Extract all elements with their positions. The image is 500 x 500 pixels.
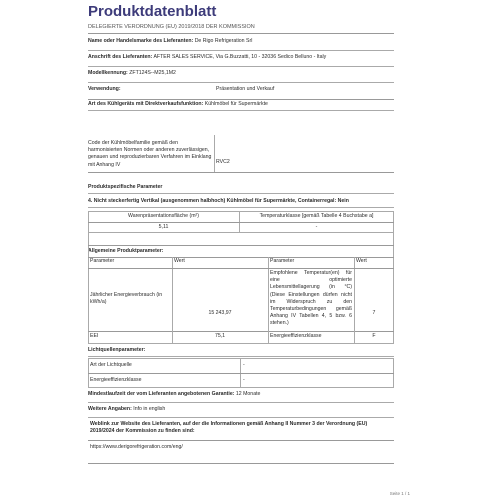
divider bbox=[214, 135, 215, 172]
product-params-heading: Produktspezifische Parameter bbox=[88, 184, 394, 194]
website-text: Weblink zur Website des Lieferanten, auf der die Informationen gemäß Anhang II Nummer 3 der Verordnung (EU) 2019/2024 der Kommission zu finden sind: bbox=[90, 421, 368, 435]
divider bbox=[88, 463, 394, 464]
website-link[interactable]: https://www.derigorefrigeration.com/eng/ bbox=[90, 444, 183, 450]
supplier-address-row bbox=[88, 54, 394, 67]
divider bbox=[88, 257, 394, 258]
family-code-label: Code der Kühlmöbelfamilie gemäß den harmonisierten Normen oder anderen zuverlässigen, genauen und reproduzierbaren Verfahren im Einklang mit Anhang IV bbox=[88, 140, 212, 168]
divider bbox=[88, 331, 394, 332]
light-type-label: Art der Lichtquelle bbox=[90, 362, 132, 368]
usage-value: Präsentation und Verkauf bbox=[216, 86, 275, 92]
supplier-address-value: AFTER SALES SERVICE, Via G.Buzzatti, 10 - 32036 Sedico Belluno - Italy bbox=[153, 54, 327, 60]
supplier-address-label: Anschrift des Lieferanten: bbox=[88, 54, 153, 60]
product-params-subheading: 4. Nicht steckerfertig Vertikal (ausgenommen halbhoch) Kühlmöbel für Supermärkte, Containerregal: Nein bbox=[88, 198, 394, 208]
page-number: Seite 1 / 1 bbox=[389, 491, 410, 496]
usage-label: Verwendung: bbox=[88, 86, 121, 92]
divider bbox=[354, 257, 355, 344]
eei-value: 75,1 bbox=[214, 333, 226, 339]
divider bbox=[88, 222, 394, 223]
display-area-header: Warenpräsentationsfläche (m²) bbox=[127, 213, 200, 219]
param-header-1: Parameter bbox=[90, 258, 115, 264]
family-code-value: RVC2 bbox=[216, 159, 230, 165]
model-row bbox=[88, 70, 394, 83]
divider bbox=[172, 257, 173, 344]
supplier-name-value: De Rigo Refrigeration Srl bbox=[194, 38, 253, 44]
light-source-heading: Lichtquellenparameter: bbox=[88, 347, 394, 357]
model-label: Modellkennung: bbox=[88, 70, 128, 76]
efficiency-class-label: Energieeffizienzklasse bbox=[270, 333, 322, 339]
divider bbox=[88, 373, 394, 374]
light-class-value: - bbox=[243, 377, 245, 383]
efficiency-class-value: F bbox=[372, 333, 376, 339]
temp-class-value: - bbox=[315, 224, 318, 230]
page-title: Produktdatenblatt bbox=[88, 3, 217, 20]
param-header-2: Parameter bbox=[270, 258, 295, 264]
divider bbox=[88, 99, 394, 100]
divider bbox=[88, 440, 394, 441]
appliance-type-value: Kühlmöbel für Supermärkte bbox=[204, 101, 268, 107]
divider bbox=[88, 268, 394, 269]
supplier-name-label: Name oder Handelsmarke des Lieferanten: bbox=[88, 38, 194, 44]
eei-label: EEI bbox=[90, 333, 99, 339]
light-class-label: Energieeffizienzklasse bbox=[90, 377, 142, 383]
temp-class-header: Temperaturklasse [gemäß Tabelle 4 Buchstabe a] bbox=[259, 213, 374, 219]
value-header-1: Wert bbox=[174, 258, 185, 264]
recommended-temp-value: 7 bbox=[372, 310, 376, 316]
divider bbox=[88, 245, 394, 246]
energy-consumption-value: 15 243,97 bbox=[208, 310, 232, 316]
supplier-name-row bbox=[88, 38, 394, 51]
divider bbox=[88, 33, 394, 34]
divider bbox=[268, 257, 269, 344]
further-info-row bbox=[88, 406, 394, 418]
value-header-2: Wert bbox=[356, 258, 367, 264]
display-area-value: 5,11 bbox=[158, 224, 169, 230]
regulation-subtitle: DELEGIERTE VERORDNUNG (EU) 2019/2018 DER KOMMISSION bbox=[88, 24, 255, 30]
warranty-value: 12 Monate bbox=[235, 391, 261, 397]
appliance-type-row bbox=[88, 101, 394, 111]
energy-consumption-label: Jährlicher Energieverbrauch (in kWh/a) bbox=[90, 292, 163, 306]
appliance-type-label: Art des Kühlgeräts mit Direktverkaufsfunktion: bbox=[88, 101, 204, 107]
further-info-value: Info in english bbox=[133, 406, 166, 412]
divider bbox=[88, 172, 394, 173]
warranty-label: Mindestlaufzeit der vom Lieferanten angebotenen Garantie: bbox=[88, 391, 235, 397]
model-value: ZFT124S--M25,1M2 bbox=[129, 70, 176, 76]
general-params-heading: Allgemeine Produktparameter: bbox=[88, 248, 164, 254]
warranty-row bbox=[88, 391, 394, 403]
light-type-value: - bbox=[243, 362, 245, 368]
recommended-temp-label: Empfohlene Temperatur(en) für eine optimierte Lebensmittellagerung (in °C) (Diese Einstellungen dürfen nicht im Widerspruch zu den Temperaturbedingungen gemäß Anhang IV Tabellen 4, 5 bzw. 6 stehen.) bbox=[270, 270, 352, 327]
further-info-label: Weitere Angaben: bbox=[88, 406, 132, 412]
